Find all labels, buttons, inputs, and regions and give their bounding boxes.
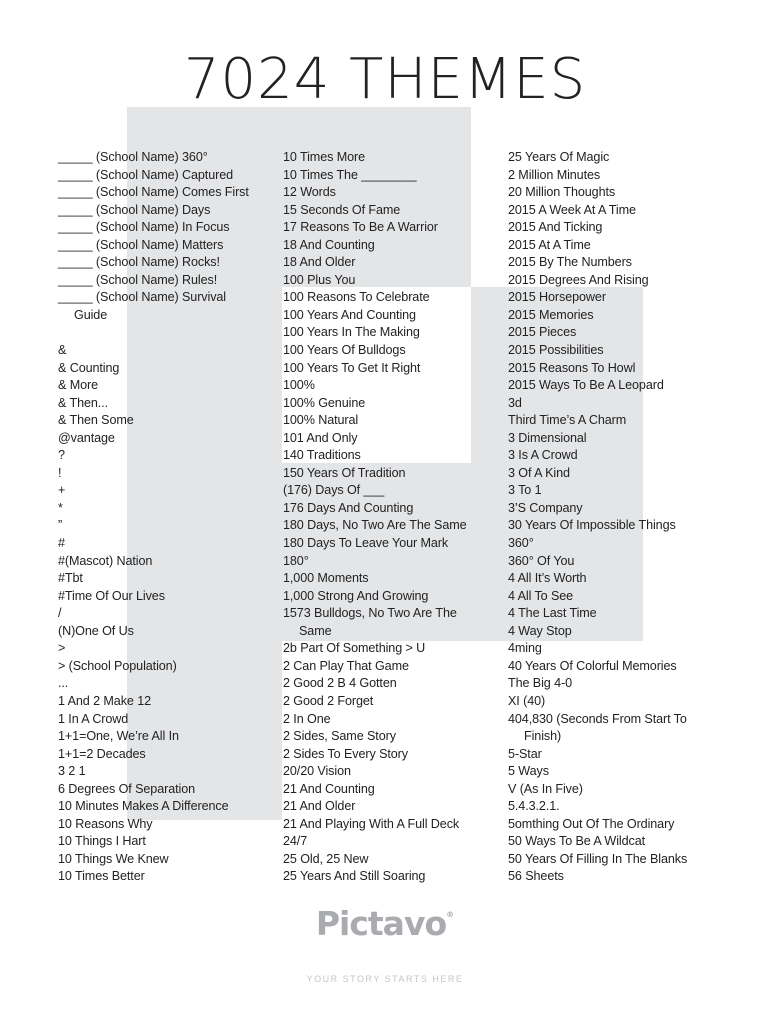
theme-item: 18 And Counting [283,237,375,252]
theme-item: #Time Of Our Lives [58,588,165,603]
tagline: YOUR STORY STARTS HERE [306,974,464,984]
theme-item: 21 And Older [283,799,356,814]
theme-item: 2015 By The Numbers [508,255,632,270]
theme-item: Guide [74,307,108,322]
theme-item: _____ (School Name) Rocks! [58,255,220,270]
theme-item: 2b Part Of Something > U [283,641,426,656]
theme-item: 30 Years Of Impossible Things [508,518,676,533]
theme-item: 1 In A Crowd [58,711,129,726]
theme-item: 2 Million Minutes [508,167,601,182]
theme-item: 3 Is A Crowd [508,448,578,463]
theme-item: 100 Reasons To Celebrate [283,290,430,305]
theme-item: 2 In One [283,711,331,726]
theme-item: 10 Times The ________ [283,167,417,182]
theme-item: + [58,483,66,498]
theme-item: 140 Traditions [283,448,361,463]
theme-item: 3 Dimensional [508,430,587,445]
theme-item: @vantage [58,430,115,445]
theme-item: _____ (School Name) Survival [58,290,226,305]
theme-item: 3 Of A Kind [508,465,570,480]
theme-item: 2015 Possibilities [508,343,604,358]
theme-item: & More [58,378,98,393]
theme-item: 1+1=2 Decades [58,746,146,761]
theme-item: & Counting [58,360,120,375]
theme-item: 100 Years Of Bulldogs [283,343,406,358]
theme-item: 2015 Reasons To Howl [508,360,636,375]
theme-item: 50 Ways To Be A Wildcat [508,834,645,849]
theme-item: 1,000 Strong And Growing [283,588,429,603]
theme-item: 100% Natural [283,413,359,428]
theme-item: _____ (School Name) In Focus [58,220,230,235]
theme-item: 10 Things We Knew [58,851,169,866]
theme-item: The Big 4-0 [508,676,573,691]
theme-item: XI (40) [508,693,546,708]
theme-item: 2015 And Ticking [508,220,603,235]
theme-item: 10 Times Better [58,869,145,884]
theme-item: & [58,343,67,358]
theme-item: 5 Ways [508,764,549,779]
theme-item: 2015 Degrees And Rising [508,272,649,287]
theme-item: 2 Sides, Same Story [283,729,396,744]
theme-item: 20/20 Vision [283,764,351,779]
theme-item: 2015 Pieces [508,325,577,340]
theme-item: 101 And Only [283,430,358,445]
theme-item: 2 Good 2 B 4 Gotten [283,676,397,691]
theme-item: 176 Days And Counting [283,500,414,515]
theme-item: 40 Years Of Colorful Memories [508,658,677,673]
theme-item: Third Time’s A Charm [508,413,627,428]
theme-item: ! [58,465,62,480]
theme-item: V (As In Five) [508,781,583,796]
theme-item: 2 Good 2 Forget [283,693,374,708]
theme-item: / [58,606,62,621]
theme-item: #(Mascot) Nation [58,553,153,568]
theme-item: > [58,641,66,656]
logo-text: Pictavo [315,904,447,943]
theme-item: 21 And Counting [283,781,375,796]
theme-item: 1 And 2 Make 12 [58,693,152,708]
theme-item: 100 Plus You [283,272,356,287]
theme-item: 56 Sheets [508,869,564,884]
theme-item: 50 Years Of Filling In The Blanks [508,851,688,866]
theme-item: 1573 Bulldogs, No Two Are The [283,606,457,621]
theme-item: 4 All To See [508,588,574,603]
theme-item: 150 Years Of Tradition [283,465,406,480]
theme-item: 2 Can Play That Game [283,658,409,673]
theme-item: > (School Population) [58,658,177,673]
theme-item: 17 Reasons To Be A Warrior [283,220,438,235]
theme-item: 360° Of You [508,553,575,568]
theme-item: Same [299,623,332,638]
theme-item: _____ (School Name) Rules! [58,272,218,287]
theme-item: _____ (School Name) Comes First [58,185,249,200]
theme-item: 100 Years In The Making [283,325,420,340]
theme-item: 100% Genuine [283,395,366,410]
registered-mark: ® [446,910,455,919]
theme-item: & Then... [58,395,108,410]
theme-item: 2015 Memories [508,307,594,322]
theme-item: 10 Minutes Makes A Difference [58,799,229,814]
theme-column-1 [58,149,249,886]
spacer [58,324,249,342]
theme-item: 5omthing Out Of The Ordinary [508,816,675,831]
theme-item: _____ (School Name) Days [58,202,211,217]
theme-item: 18 And Older [283,255,356,270]
theme-item: _____ (School Name) Matters [58,237,224,252]
theme-item: 100 Years To Get It Right [283,360,421,375]
theme-item: 3d [508,395,522,410]
theme-item: ? [58,448,65,463]
pictavo-logo [0,904,770,943]
page-title: 7024 THEMES [183,47,587,112]
theme-column-2 [283,149,467,886]
theme-item: 12 Words [283,185,336,200]
theme-item: 4 All It’s Worth [508,571,587,586]
theme-item: & Then Some [58,413,134,428]
theme-item: 2015 At A Time [508,237,591,252]
theme-item: (176) Days Of ___ [283,483,385,498]
theme-item: 2015 Horsepower [508,290,606,305]
theme-item: 1+1=One, We’re All In [58,729,179,744]
theme-item: 25 Old, 25 New [283,851,369,866]
theme-item: 15 Seconds Of Fame [283,202,401,217]
theme-item: ” [58,518,63,533]
theme-item: 2 Sides To Every Story [283,746,408,761]
theme-column-3 [508,149,687,886]
theme-item: 2015 A Week At A Time [508,202,636,217]
theme-item: 180° [283,553,309,568]
theme-item: 10 Things I Hart [58,834,146,849]
theme-item: # [58,536,65,551]
theme-item: 5.4.3.2.1. [508,799,560,814]
theme-item: 4 Way Stop [508,623,572,638]
theme-item: 2015 Ways To Be A Leopard [508,378,664,393]
theme-item: 180 Days, No Two Are The Same [283,518,467,533]
theme-item: 5-Star [508,746,542,761]
theme-item: 24/7 [283,834,308,849]
theme-item: 180 Days To Leave Your Mark [283,536,449,551]
theme-item: 21 And Playing With A Full Deck [283,816,460,831]
theme-item: 360° [508,536,534,551]
theme-item: _____ (School Name) Captured [58,167,234,182]
theme-item: 25 Years And Still Soaring [283,869,426,884]
theme-item: #Tbt [58,571,83,586]
theme-item: 20 Million Thoughts [508,185,616,200]
theme-item: _____ (School Name) 360° [58,150,208,164]
theme-item: 100% [283,378,315,393]
theme-item: Finish) [524,729,562,744]
theme-item: 4 The Last Time [508,606,597,621]
theme-item: (N)One Of Us [58,623,134,638]
theme-item: 3’S Company [508,500,583,515]
theme-item: 3 To 1 [508,483,542,498]
theme-item: 1,000 Moments [283,571,369,586]
theme-item: ... [58,676,69,691]
theme-item: * [58,500,63,515]
theme-item: 10 Reasons Why [58,816,153,831]
theme-item: 25 Years Of Magic [508,150,610,164]
theme-item: 404,830 (Seconds From Start To [508,711,687,726]
theme-item: 100 Years And Counting [283,307,416,322]
theme-item: 6 Degrees Of Separation [58,781,196,796]
theme-item: 3 2 1 [58,764,86,779]
theme-item: 10 Times More [283,150,365,164]
theme-item: 4ming [508,641,542,656]
